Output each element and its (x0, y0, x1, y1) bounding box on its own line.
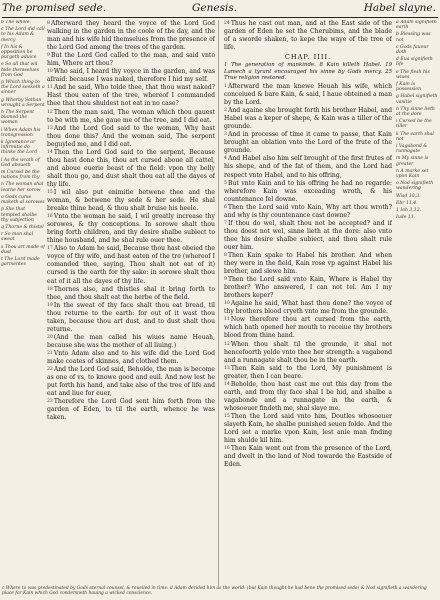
margin-note: 1 Ioh 3,12. (396, 208, 422, 214)
margin-note: a Adam signifieth earth (396, 20, 437, 31)
margin-note: l Vagabond & runnagate (396, 144, 428, 155)
verse-number: 21 (47, 350, 53, 356)
margin-note: m My sinne is greater (396, 156, 429, 167)
column-divider (218, 20, 219, 586)
verse-text: Therefore the Lord God sent him forth from the garden of Eden, to til the earth, whence he was taken. (47, 398, 215, 422)
verse-number: 22 (47, 367, 53, 373)
verse-text: And Habel also him self brought of the first frutes of his shepe, and of the fat of them, and the Lord had respect vnto Habel, and to his offring, (224, 155, 392, 179)
verse (224, 131, 392, 155)
verse-number: 15 (47, 189, 53, 195)
verse-number: 9 (224, 277, 227, 283)
margin-note: c Gods fauour doth (396, 44, 429, 56)
verse (47, 84, 215, 108)
verse-text: (And the man called his wiues name Heuah, because she was the mother of all liuing.) (47, 333, 215, 349)
verse-text: Then Kain went out from the presence of the Lord, and dwelt in the land of Nod towarde the Eastside of Eden. (224, 445, 392, 469)
verse-text: But vnto Kain and to his offring he had no regarde: wherefore Kain was exceading wroth, & his countenance fel downe. (224, 179, 392, 203)
margin-note: Ebr 11,4. (396, 200, 418, 206)
margin-note: g Habel signifieth vanitie (396, 94, 438, 105)
verse-text: Then the man said, The woman which thou gauest to be with me, she gaue me of the tree, and I did eat. (47, 108, 215, 124)
margin-note: Iude 11. (396, 215, 416, 221)
verse-number: 16 (47, 214, 53, 220)
verse-number: 12 (47, 109, 53, 115)
verse-number: 9 (47, 53, 50, 59)
verse-text: And the Lord God said, Beholde, the man is become as one of vs, to knowe good and euil. And now lest he put forth his hand, and take also of the tree of life and eat and liue for euer, (47, 366, 215, 398)
left-margin-notes (1, 20, 45, 269)
verse (47, 366, 215, 398)
verse-text: Then the Lord said vnto him, Doutles whosoeuer slayeth Kain, he shalbe punished seuen folde. And the Lord set a marke vpon Kain, lest anie man finding him shulde kil him. (224, 412, 392, 445)
verse-number: 16 (224, 446, 230, 452)
verse-text: Afterward they heard the voyce of the Lord God walking in the garden in the coole of the day, and the man and his wife hid themselues from the presence of the Lord God among the trees of the garden. (47, 20, 215, 52)
verse (224, 252, 392, 276)
verse-number: 13 (224, 365, 230, 371)
verse (224, 180, 392, 204)
verse (224, 107, 392, 131)
verse-number: 10 (47, 69, 53, 75)
verse-number: 11 (224, 317, 230, 323)
verse-number: 12 (224, 341, 230, 347)
verse-text: Beholde, thou hast cast me out this day from the earth, and from thy face shal I be hid, and shalbe a vagabonde and a runnagate in the earth, & whosoeuer findeth me, shal slaye me. (224, 380, 392, 412)
margin-note: e The flesh his wiues (396, 69, 430, 80)
verse-number: 4 (224, 156, 227, 162)
verse-number: 24 (224, 21, 230, 26)
verse (47, 286, 215, 302)
verse (224, 83, 392, 107)
margin-note: i Cursed be the tiller (396, 119, 432, 130)
verse (224, 413, 392, 445)
margin-note: p She that tempted shalbe thy subjection (1, 207, 38, 223)
running-title-left: The promised sede. (2, 2, 107, 14)
margin-note: Wisd 10,3. (396, 193, 421, 199)
left-text-column (47, 20, 215, 422)
verse (224, 365, 392, 381)
margin-note: n A marke set vpon Kain (396, 168, 429, 180)
verse (47, 398, 215, 422)
verse-number: 17 (47, 246, 53, 252)
margin-note: o Gods curse maketh al sorowes (1, 194, 45, 206)
margin-note: e So all that wil hide themselues from God (1, 62, 40, 78)
verse-text: And againe she brought forth his brother Habel, and Habel was a keper of shepe, & Kain was a tiller of the grounde. (224, 107, 392, 131)
verse (224, 204, 392, 220)
verse-text: Thornes also, and thistles shal it bring forth to thee, and thou shalt eat the herbe of the field. (47, 285, 215, 301)
margin-note: q Thorne & thistel (1, 224, 44, 230)
margin-note: m Cursed be the nations from thy (1, 170, 40, 181)
verse-text: Vnto the woman he said, I wil greatly increase thy sorowes, & thy conceptions. In sorowe shalt thou bring forth children, and thy desire shalbe subiect to thine housband, and he shal rule ouer thee. (47, 213, 215, 245)
verse-text: Then the Lord said vnto Kain, Why art thou wroth? and why is thy countenance cast downe? (224, 203, 392, 219)
margin-note: k The earth shal not (396, 131, 434, 142)
verse-number: 3 (224, 132, 227, 138)
chapter-heading: CHAP. IIII. (284, 53, 332, 62)
margin-note: k Ignorance or infirmitie do thinke the Lord (1, 140, 38, 156)
margin-note: h The Serpent blamed the woman (1, 110, 35, 126)
chapter-three-ending (224, 20, 392, 52)
margin-note: h Thy sinne lieth at the dore (396, 106, 435, 118)
margin-note: r So man shal sweat (1, 232, 34, 243)
verse-number: 14 (224, 381, 230, 387)
verse (224, 20, 392, 52)
verse-text: Then the Lord said vnto Kain, Where is Habel thy brother? Who answered, I can not tel. Am I my brothers keper? (224, 276, 392, 300)
running-title-right: Habel slayne. (363, 2, 436, 14)
chapter-argument: 1 The generation of mankinde. 8 Kain killeth Habel. 19 Lamech a tyrant encouraged his sinne by Gods mercy. 25 True religion restored. (224, 62, 392, 82)
verse-number: 1 (224, 84, 227, 90)
verse (47, 125, 215, 149)
verse-text: In the sweat of thy face shalt thou eat bread, til thou returne to the earth: for out of it wast thou taken, because thou art dust, and to dust shalt thou returne. (47, 301, 215, 333)
margin-note: f Kain is possession (396, 82, 422, 93)
verse-text: Thus he cast out man, and at the East side of the garden of Eden he set the Cherubims, and the blade of a sworde shaken, to kepe the waye of the tree of life. (224, 20, 392, 52)
margin-note: t The Lord made garmentes (1, 256, 40, 268)
verse (47, 109, 215, 125)
verse-text: When thou shalt til the grounde, it shal not hencefoorth yelde vnto thee her strength: a vagabond and a runnagate shalt thou be in the earth. (224, 340, 392, 364)
margin-note: i When Adam his transgression (1, 127, 41, 138)
margin-note: l As the wrath of God aboueth (1, 157, 40, 168)
verse (47, 189, 215, 213)
verse (224, 155, 392, 179)
verse-text: But the Lord God called to the man, and said vnto him, Where art thou? (47, 52, 215, 68)
verse (47, 213, 215, 245)
verse-text: And the Lord God said to the woman, Why hast thou done this? And the woman said, The serpent beguyled me, and I did eat. (47, 124, 215, 148)
verse-text: I wil also put enimitie betwene thee and the woman, & betwene thy sede & her sede. He shal breake thine head, & thou shalt bruise his heele. (47, 188, 215, 213)
verse-number: 6 (224, 204, 227, 210)
verse-number: 11 (47, 85, 53, 91)
verse-number: 18 (47, 286, 53, 292)
verse-text: Who said, I heard thy voyce in the garden, and was afraid: because I was naked, therefore I hid my self. (47, 68, 215, 84)
verse-text: Vnto Adam also and to his wife did the Lord God make coates of skinnes, and clothed them. (47, 349, 215, 365)
verse (47, 245, 215, 285)
verse-text: And he said, Who tolde thee, that thou wast naked? Hast thou eaten of the tree, whereof I commanded thee that thou shuldest not eat in no case? (47, 84, 215, 108)
right-margin-notes (396, 20, 439, 223)
verse-text: Afterward the man knewe Heuah his wife, which conceiued & bare Kain, & said, I haue obteined a man by the Lord. (224, 83, 392, 107)
running-title-book: Genesis. (192, 2, 238, 14)
verse (47, 149, 215, 189)
verse (47, 350, 215, 366)
verse-text: Againe he said, What hast thou done? the voyce of thy brothers blood cryeth vnto me from the grounde. (224, 300, 392, 316)
verse-number: 14 (47, 149, 53, 155)
verse (224, 381, 392, 413)
verse-number: 5 (224, 180, 227, 186)
verse-text: And in processe of time it came to passe, that Kain brought an oblation vnto the Lord of the frute of the grounde. (224, 131, 392, 155)
right-text-column (224, 20, 392, 469)
verse (224, 276, 392, 300)
verse-number: 2 (224, 108, 227, 114)
margin-note: s Thou art made of dust (1, 244, 45, 255)
verse (47, 334, 215, 350)
verse (47, 20, 215, 52)
verse (224, 341, 392, 365)
verse (47, 52, 215, 68)
margin-note: b Blessing was not (396, 32, 431, 43)
verse-text: Now therefore thou art cursed from the earth, which hath opened her mouth to receiue thy brothers blood from thine hand. (224, 316, 392, 340)
margin-note: c The Lord did call to his Adam & mercy (1, 27, 45, 43)
page-header (0, 2, 440, 18)
header-rule (2, 17, 438, 18)
chapter-four-verses (224, 83, 392, 469)
margin-note: p Which thing to the Lord seeketh a sinner (1, 80, 45, 96)
verse (224, 300, 392, 316)
verse (47, 302, 215, 334)
margin-note: f In his & opposition he purgeth aduice (1, 44, 37, 61)
verse-number: 7 (224, 220, 227, 226)
verse (224, 316, 392, 340)
verse-number: 23 (47, 399, 53, 405)
verse-text: Then the Lord God said to the serpent, Because thou hast done this, thou art cursed aboue all cattel, and aboue euerie beast of the field: vpon thy belly shalt thou go, and dust shalt thou eat all the dayes of thy life. (47, 148, 215, 188)
verse-number: 19 (47, 302, 53, 308)
footnote: c Where to was predestinated by Gods eternal counsel, & reueiled in time. d Adam derided him as the world: (but Kain thought he had bene the promised sede) & Nod signifieth a wandering place for Kain which God condemneth hauing a wicked conscience. (2, 586, 427, 596)
verse-number: 8 (47, 21, 50, 26)
verse (224, 220, 392, 252)
verse-number: 13 (47, 125, 53, 131)
margin-note: o Nod signifieth wandering (396, 181, 434, 192)
verse-number: 8 (224, 253, 227, 258)
verse-number: 15 (224, 413, 230, 419)
verse (47, 68, 215, 84)
verse-number: 10 (224, 301, 230, 307)
verse-text: Then Kain said to the Lord, My punishment is greater, then I can beare. (224, 364, 392, 380)
verse-text: Then Kain spake to Habel his brother. And when they were in the field, Kain rose vp against Habel his brother, and slewe him. (224, 252, 392, 276)
margin-note: g Wherby Sathan wrought a Serpent (1, 97, 45, 108)
margin-note: n The woman shal learne her sorow (1, 182, 44, 193)
verse (224, 445, 392, 469)
verse-number: 20 (47, 334, 53, 340)
verse-text: If thou do wel, shalt thou not be accepted? and if thou doest not wel, sinne lieth at the dore: also vnto thee his desire shalbe subiect, and thou shalt rule ouer him. (224, 219, 392, 251)
verse-text: Also to Adam he said, Because thou hast obeied the voyce of thy wife, and hast eaten of the tre (whereof I comanded thee, saying, Thou shalt not eat of it) cursed is the earth for thy sake: in sorowe shalt thou eat of it all the dayes of thy life. (47, 245, 215, 285)
margin-note: d Eua signifieth life (396, 57, 433, 68)
margin-note: b The whole. (1, 20, 31, 25)
